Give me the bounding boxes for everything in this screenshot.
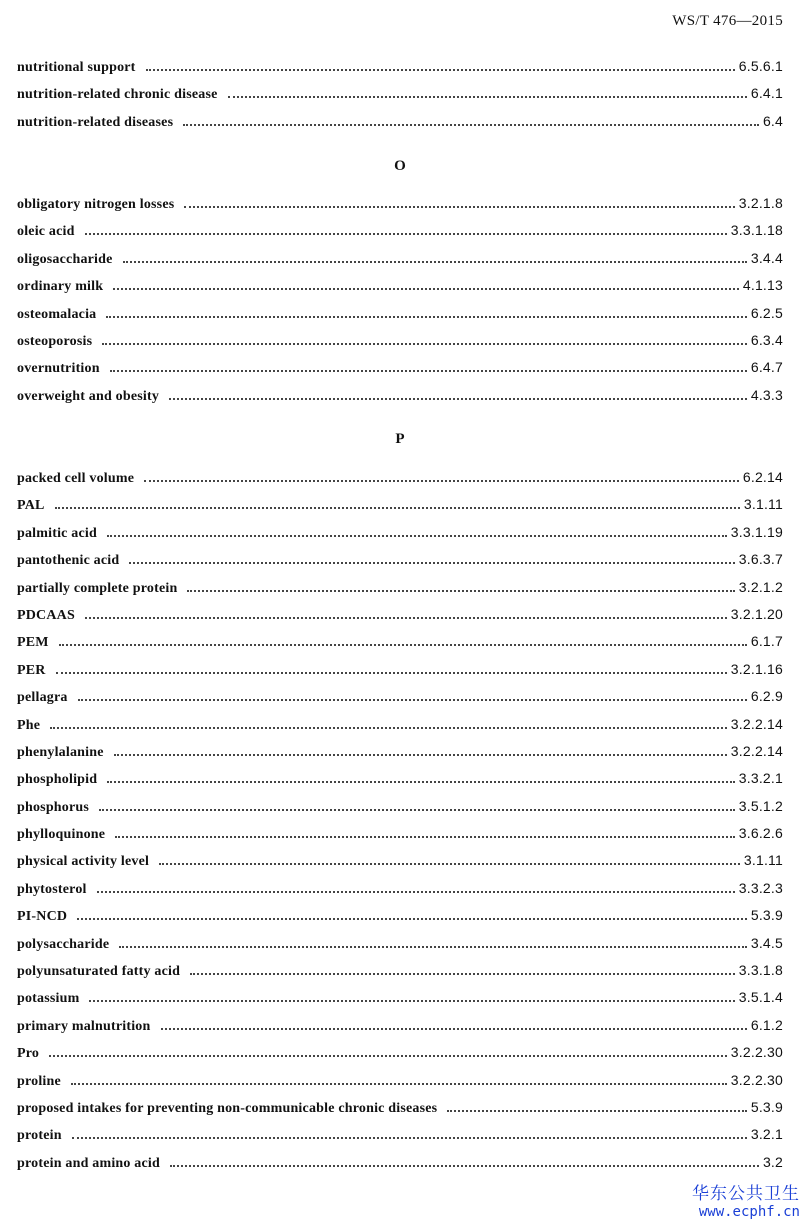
- leader-dots: [184, 206, 734, 208]
- index-entry: [17, 113, 783, 140]
- index-ref: 5.3.9: [750, 1098, 783, 1115]
- index-entry: [17, 58, 783, 85]
- index-term: primary malnutrition: [17, 1018, 151, 1034]
- section-letter-o: O: [394, 158, 406, 174]
- index-group-n: [17, 58, 783, 140]
- index-ref: 6.4.7: [750, 359, 783, 376]
- index-entry: [17, 935, 783, 962]
- index-term: nutrition-related chronic disease: [17, 87, 218, 103]
- index-entry: [17, 1154, 783, 1181]
- index-term: polysaccharide: [17, 936, 110, 952]
- index-entry: [17, 1017, 783, 1044]
- leader-dots: [146, 69, 735, 71]
- index-ref: 6.3.4: [750, 331, 783, 348]
- index-ref: 3.4.5: [750, 934, 783, 951]
- leader-dots: [447, 1110, 747, 1112]
- leader-dots: [129, 562, 734, 564]
- index-entry: [17, 743, 783, 770]
- index-ref: 6.1.7: [750, 633, 783, 650]
- index-term: pantothenic acid: [17, 553, 120, 569]
- leader-dots: [71, 1083, 727, 1085]
- index-term: overnutrition: [17, 361, 100, 377]
- index-entry: [17, 469, 783, 496]
- index-entry: [17, 798, 783, 825]
- leader-dots: [190, 973, 735, 975]
- index-entry: [17, 633, 783, 660]
- leader-dots: [169, 398, 747, 400]
- leader-dots: [107, 535, 727, 537]
- index-entry: [17, 688, 783, 715]
- leader-dots: [159, 863, 740, 865]
- index-term: nutritional support: [17, 60, 136, 75]
- index-term: proline: [17, 1073, 61, 1089]
- index-entry: [17, 250, 783, 277]
- index-entry: [17, 579, 783, 606]
- index-term: osteoporosis: [17, 333, 93, 349]
- leader-dots: [123, 261, 747, 263]
- index-entry: [17, 1099, 783, 1126]
- index-term: PAL: [17, 498, 45, 514]
- index-term: protein and amino acid: [17, 1155, 160, 1171]
- index-entry: [17, 825, 783, 852]
- index-term: proposed intakes for preventing non-communicable chronic diseases: [17, 1100, 438, 1116]
- leader-dots: [115, 836, 735, 838]
- index-term: oleic acid: [17, 224, 75, 240]
- index-group-o: [17, 195, 783, 414]
- index-entry: [17, 606, 783, 633]
- leader-dots: [97, 891, 735, 893]
- leader-dots: [89, 1000, 734, 1002]
- leader-dots: [78, 699, 747, 701]
- index-ref: 3.2.2.14: [730, 715, 783, 732]
- index-ref: 6.5.6.1: [738, 58, 783, 74]
- index-term: ordinary milk: [17, 279, 104, 295]
- leader-dots: [59, 644, 747, 646]
- leader-dots: [228, 96, 747, 98]
- index-term: oligosaccharide: [17, 251, 113, 267]
- index-term: Pro: [17, 1046, 40, 1062]
- index-ref: 6.2.9: [750, 688, 783, 705]
- index-ref: 3.4.4: [750, 249, 783, 266]
- leader-dots: [55, 507, 740, 509]
- index-ref: 6.2.14: [742, 469, 783, 485]
- leader-dots: [49, 1055, 727, 1057]
- index-ref: 6.1.2: [750, 1016, 783, 1033]
- leader-dots: [85, 233, 727, 235]
- index-entry: [17, 1126, 783, 1153]
- index-ref: 3.5.1.2: [738, 797, 783, 814]
- index-entry: [17, 524, 783, 551]
- index-entry: [17, 332, 783, 359]
- index-term: protein: [17, 1128, 62, 1144]
- index-ref: 3.2.2.30: [730, 1044, 783, 1061]
- index-entry: [17, 551, 783, 578]
- index-entry: [17, 277, 783, 304]
- index-ref: 3.2: [762, 1153, 783, 1170]
- leader-dots: [107, 781, 735, 783]
- index-ref: 6.2.5: [750, 304, 783, 321]
- index-entry: [17, 907, 783, 934]
- index-term: PI-NCD: [17, 909, 68, 925]
- index-ref: 4.1.13: [742, 277, 783, 294]
- index-ref: 6.4: [762, 112, 783, 129]
- index-entry: [17, 852, 783, 879]
- index-entry: [17, 716, 783, 743]
- index-entry: [17, 305, 783, 332]
- index-term: polyunsaturated fatty acid: [17, 964, 181, 980]
- index-ref: 3.6.2.6: [738, 825, 783, 842]
- leader-dots: [114, 754, 727, 756]
- index-ref: 3.2.1: [750, 1126, 783, 1143]
- index-term: potassium: [17, 991, 80, 1007]
- index-ref: 3.1.11: [743, 852, 783, 869]
- index-entry: [17, 222, 783, 249]
- leader-dots: [77, 918, 747, 920]
- index-term: phosphorus: [17, 799, 90, 815]
- leader-dots: [113, 288, 739, 290]
- index-ref: 3.3.2.3: [738, 879, 783, 896]
- leader-dots: [72, 1137, 747, 1139]
- index-ref: 4.3.3: [750, 386, 783, 403]
- index-entry: [17, 989, 783, 1016]
- index-entry: [17, 85, 783, 112]
- index-term: phytosterol: [17, 881, 87, 897]
- index-term: phospholipid: [17, 772, 98, 788]
- leader-dots: [50, 727, 727, 729]
- standard-code: WS/T 476—2015: [672, 13, 783, 29]
- index-term: phenylalanine: [17, 744, 104, 760]
- index-entry: [17, 880, 783, 907]
- leader-dots: [56, 672, 727, 674]
- leader-dots: [99, 809, 735, 811]
- index-term: overweight and obesity: [17, 388, 160, 404]
- index-term: packed cell volume: [17, 471, 135, 486]
- index-term: pellagra: [17, 690, 68, 706]
- index-ref: 3.2.1.16: [730, 660, 783, 677]
- leader-dots: [144, 480, 739, 482]
- index-ref: 3.2.2.30: [730, 1071, 783, 1088]
- leader-dots: [183, 124, 759, 126]
- index-term: partially complete protein: [17, 580, 178, 596]
- index-ref: 3.2.1.2: [738, 578, 783, 595]
- leader-dots: [110, 370, 747, 372]
- index-term: Phe: [17, 717, 41, 733]
- leader-dots: [106, 316, 746, 318]
- index-ref: 3.3.1.18: [730, 222, 783, 239]
- index-entry: [17, 195, 783, 222]
- index-term: physical activity level: [17, 854, 150, 870]
- site-watermark: [692, 1184, 800, 1221]
- index-term: PEM: [17, 635, 49, 651]
- index-term: obligatory nitrogen losses: [17, 197, 175, 212]
- watermark-title: 华东公共卫生: [692, 1183, 800, 1204]
- index-term: phylloquinone: [17, 827, 106, 843]
- index-term: nutrition-related diseases: [17, 114, 174, 130]
- index-ref: 3.1.11: [743, 496, 783, 513]
- index-ref: 3.3.2.1: [738, 770, 783, 787]
- index-ref: 6.4.1: [750, 85, 783, 102]
- section-letter-p: P: [395, 431, 405, 447]
- leader-dots: [85, 617, 727, 619]
- index-ref: 3.2.1.8: [738, 195, 783, 211]
- leader-dots: [170, 1165, 759, 1167]
- index-ref: 3.6.3.7: [738, 551, 783, 568]
- leader-dots: [187, 590, 734, 592]
- index-entry: [17, 770, 783, 797]
- index-ref: 3.2.2.14: [730, 742, 783, 759]
- leader-dots: [161, 1028, 747, 1030]
- index-ref: 5.3.9: [750, 907, 783, 924]
- index-group-p: [17, 469, 783, 1181]
- leader-dots: [119, 946, 747, 948]
- index-ref: 3.5.1.4: [738, 989, 783, 1006]
- index-ref: 3.3.1.8: [738, 962, 783, 979]
- index-entry: [17, 387, 783, 414]
- leader-dots: [102, 343, 747, 345]
- index-entry: [17, 962, 783, 989]
- index-term: PDCAAS: [17, 607, 75, 623]
- index-term: palmitic acid: [17, 525, 97, 541]
- index-entry: [17, 1072, 783, 1099]
- index-ref: 3.3.1.19: [730, 523, 783, 540]
- index-entry: [17, 1044, 783, 1071]
- watermark-url: www.ecphf.cn: [698, 1204, 800, 1221]
- index-entry: [17, 496, 783, 523]
- index-term: PER: [17, 662, 46, 678]
- index-ref: 3.2.1.20: [730, 605, 783, 622]
- index-entry: [17, 661, 783, 688]
- index-entry: [17, 359, 783, 386]
- index-term: osteomalacia: [17, 306, 97, 322]
